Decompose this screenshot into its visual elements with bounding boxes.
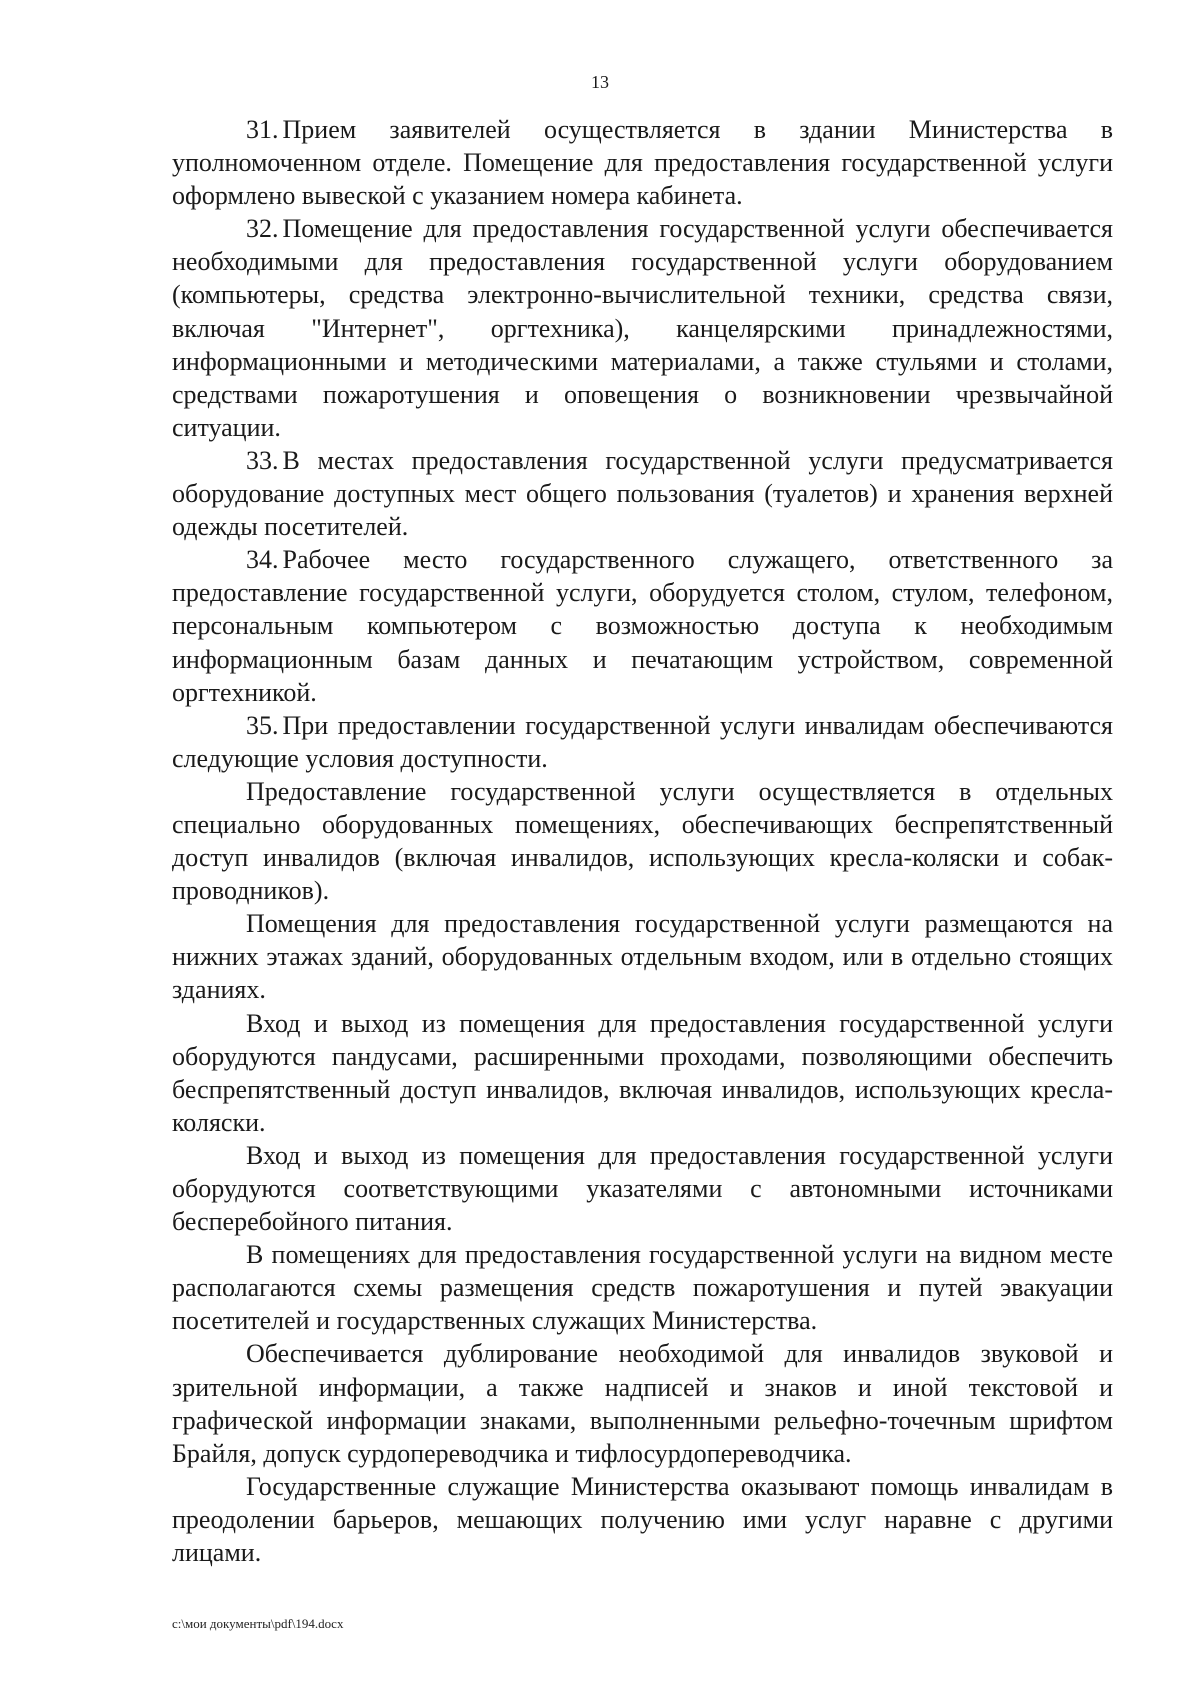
paragraph-text: Помещения для предоставления государственной услуги размещаются на нижних этажах зданий, оборудованных отдельным входом, или в отдельно стоящих зданиях. [172, 909, 1113, 1005]
paragraph-text: Помещение для предоставления государственной услуги обеспечивается необходимыми для предоставления государственной услуги оборудованием (компьютеры, средства электронно-вычислительной техники, средства связи, включая "Интернет", оргтехника), канцелярскими принадлежностями, информационными и методическими материалами, а также стульями и столами, средствами пожаротушения и оповещения о возникновении чрезвычайной ситуации. [172, 214, 1113, 442]
paragraph-34 [172, 543, 1113, 708]
paragraph-assistance [172, 1470, 1113, 1569]
paragraph-evacuation-schemes [172, 1238, 1113, 1337]
paragraph-text: В местах предоставления государственной услуги предусматривается оборудование доступных мест общего пользования (туалетов) и хранения верхней одежды посетителей. [172, 445, 1113, 542]
paragraph-braille [172, 1337, 1113, 1469]
page-number: 13 [591, 72, 609, 92]
paragraph-text: Прием заявителей осуществляется в здании Министерства в уполномоченном отделе. Помещение для предоставления государственной услуги оформлено вывеской с указанием номера кабинета. [172, 115, 1113, 211]
paragraph-text: Обеспечивается дублирование необходимой для инвалидов звуковой и зрительной информации, а также надписей и знаков и иной текстовой и графической информации знаками, выполненными рельефно-точечным шрифтом Брайля, допуск сурдопереводчика и тифлосурдопереводчика. [172, 1339, 1113, 1468]
footer-file-path: c:\мои документы\pdf\194.docx [172, 1616, 344, 1631]
paragraph-35 [172, 709, 1113, 775]
paragraph-signage [172, 1139, 1113, 1238]
paragraph-number: 34. [246, 545, 279, 575]
paragraph-text: Вход и выход из помещения для предоставления государственной услуги оборудуются пандусами, расширенными проходами, позволяющими обеспечить беспрепятственный доступ инвалидов, включая инвалидов, использующих кресла-коляски. [172, 1008, 1113, 1137]
document-body [172, 113, 1113, 1569]
paragraph-text: Предоставление государственной услуги осуществляется в отдельных специально оборудованных помещениях, обеспечивающих беспрепятственный доступ инвалидов (включая инвалидов, использующих кресла-коляски и собак-проводников). [172, 776, 1113, 906]
paragraph-number: 33. [246, 445, 279, 475]
paragraph-text: Вход и выход из помещения для предоставления государственной услуги оборудуются соответствующими указателями с автономными источниками бесперебойного питания. [172, 1140, 1113, 1237]
paragraph-31 [172, 113, 1113, 212]
paragraph-33 [172, 444, 1113, 543]
paragraph-text: В помещениях для предоставления государственной услуги на видном месте располагаются схемы размещения средств пожаротушения и путей эвакуации посетителей и государственных служащих Министерства. [172, 1240, 1113, 1336]
paragraph-text: При предоставлении государственной услуги инвалидам обеспечиваются следующие условия доступности. [172, 710, 1113, 773]
paragraph-number: 35. [246, 710, 279, 740]
paragraph-number: 31. [246, 115, 279, 144]
paragraph-number: 32. [246, 214, 279, 244]
paragraph-text: Рабочее место государственного служащего, ответственного за предоставление государственной услуги, оборудуется столом, стулом, телефоном, персональным компьютером с возможностью доступа к необходимым информационным базам данных и печатающим устройством, современной оргтехникой. [172, 545, 1113, 707]
paragraph-text: Государственные служащие Министерства оказывают помощь инвалидам в преодолении барьеров, мешающих получению ими услуг наравне с другими лицами. [172, 1471, 1113, 1568]
paragraph-32 [172, 212, 1113, 444]
paragraph-lower-floors [172, 907, 1113, 1006]
paragraph-ramps [172, 1007, 1113, 1139]
paragraph-accessibility-premises [172, 775, 1113, 907]
